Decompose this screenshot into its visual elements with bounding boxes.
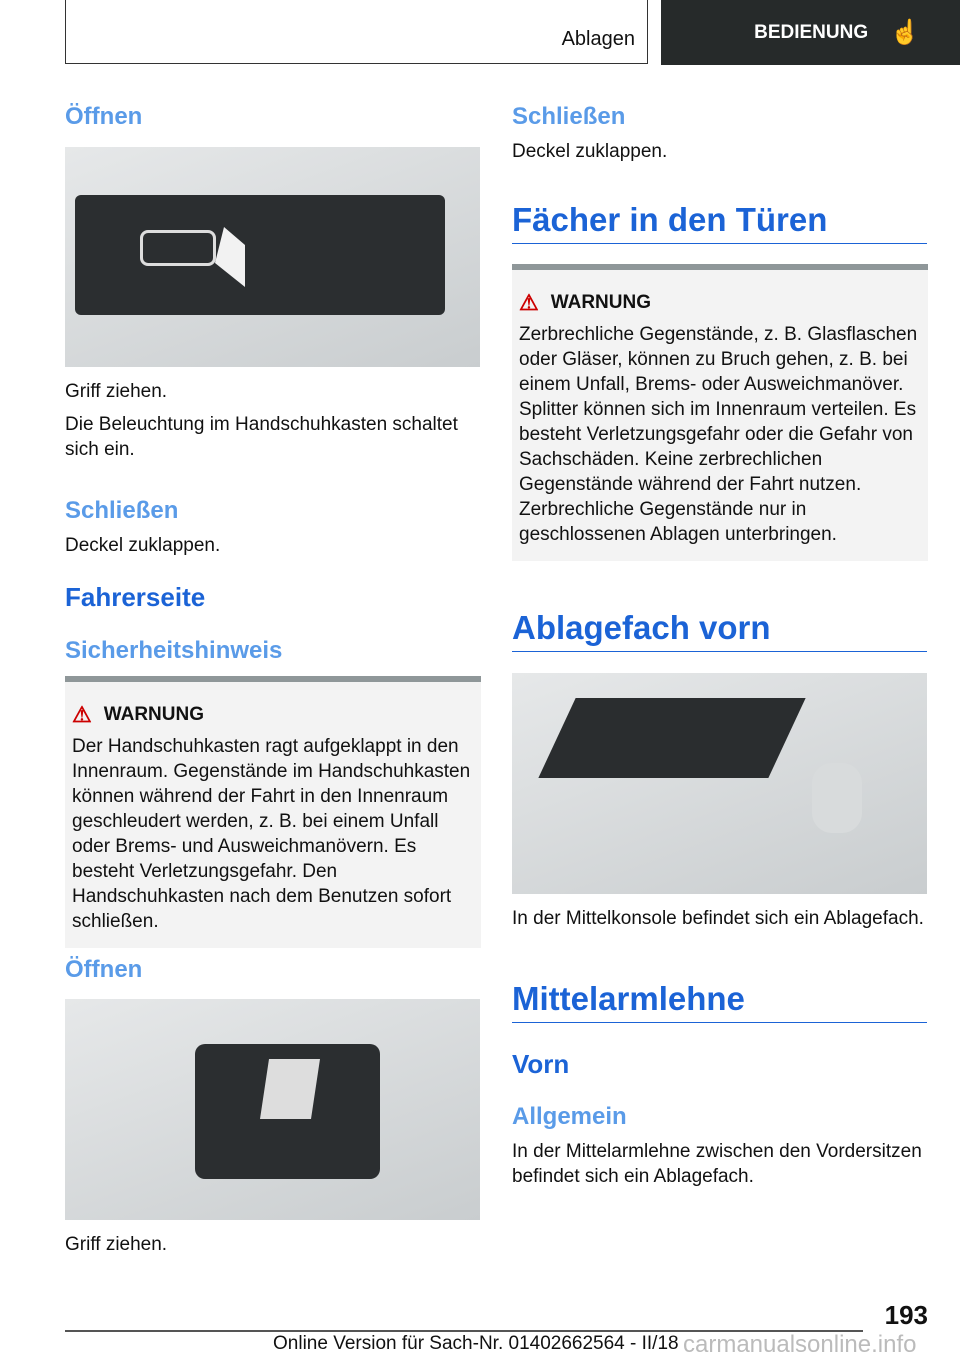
text: Die Beleuchtung im Handschuhkasten schaltet sich ein. — [65, 414, 458, 460]
center-console-image — [512, 673, 927, 894]
heading-schliessen-right: Schließen — [512, 103, 626, 130]
text: Deckel zuklappen. — [65, 535, 221, 556]
pointing-hand-icon: ☝ — [890, 19, 920, 46]
heading-schliessen: Schließen — [65, 497, 179, 524]
heading-sicherheitshinweis: Sicherheitshinweis — [65, 637, 283, 664]
warning-title: WARNUNG — [550, 292, 652, 313]
heading-vorn: Vorn — [512, 1049, 570, 1079]
warning-box — [65, 676, 481, 948]
warning-title: WARNUNG — [103, 704, 205, 725]
driver-compartment-image — [65, 999, 480, 1220]
heading-ablagefach: Ablagefach vorn — [512, 609, 927, 652]
text: In der Mittelarmlehne zwischen den Vordersitzen befindet sich ein Ablagefach. — [512, 1141, 922, 1187]
warning-text: Zerbrechliche Gegenstände, z. B. Glasflaschen oder Gläser, können zu Bruch gehen, z. B. bei einem Unfall, Brems- oder Ausweichmanöver. Splitter können sich im Innenraum verteilen. Es besteht Verletzungsgefahr oder die Gefahr von Sachschäden. Keine zerbrechlichen Gegenstände während der Fahrt nutzen. Zerbrechliche Gegenstände nur in geschlossenen Ablagen unterbringen. — [519, 324, 918, 545]
text: In der Mittelkonsole befindet sich ein Ablagefach. — [512, 908, 924, 929]
warning-box — [512, 264, 928, 561]
text: Deckel zuklappen. — [512, 141, 668, 162]
text: Griff ziehen. — [65, 381, 168, 402]
warning-triangle-icon: ⚠ — [72, 702, 92, 727]
chapter-title: BEDIENUNG — [754, 21, 869, 43]
chapter-tab[interactable] — [661, 0, 960, 65]
heading-fahrerseite: Fahrerseite — [65, 582, 206, 612]
heading-faecher: Fächer in den Türen — [512, 201, 927, 244]
footer-version: Online Version für Sach-Nr. 01402662564 - II/18 — [273, 1333, 679, 1354]
section-title: Ablagen — [561, 28, 635, 50]
warning-text: Der Handschuhkasten ragt aufgeklappt in den Innenraum. Gegenstände im Handschuhkasten können während der Fahrt in den Innenraum geschleudert werden, z. B. bei einem Unfall oder Brems- und Ausweichmanövern. Es besteht Verletzungsgefahr. Den Handschuhkasten nach dem Benutzen sofort schließen. — [72, 736, 471, 932]
glovebox-image — [65, 147, 480, 367]
heading-mittelarmlehne: Mittelarmlehne — [512, 980, 927, 1023]
warning-triangle-icon: ⚠ — [519, 290, 539, 315]
heading-oeffnen-2: Öffnen — [65, 956, 143, 983]
text: Griff ziehen. — [65, 1234, 168, 1255]
heading-oeffnen: Öffnen — [65, 103, 143, 130]
page-number: 193 — [884, 1300, 928, 1330]
header-box — [65, 0, 648, 64]
watermark: carmanualsonline.info — [683, 1331, 917, 1358]
heading-allgemein: Allgemein — [512, 1103, 627, 1130]
